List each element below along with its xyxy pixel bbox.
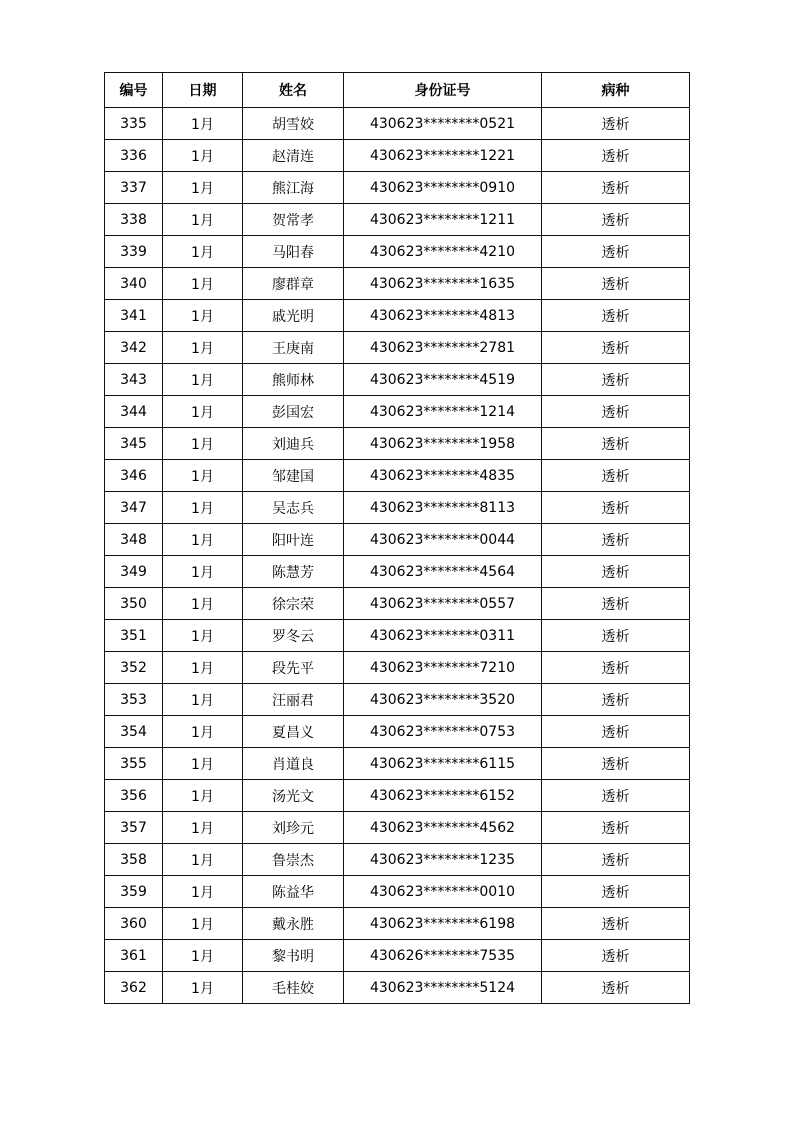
table-row bbox=[105, 716, 690, 748]
cell-name: 黎书明 bbox=[243, 940, 344, 972]
cell-date: 1月 bbox=[163, 748, 243, 780]
cell-disease: 透析 bbox=[542, 428, 690, 460]
cell-id: 430623********4813 bbox=[344, 300, 542, 332]
cell-disease: 透析 bbox=[542, 908, 690, 940]
cell-name: 熊师林 bbox=[243, 364, 344, 396]
cell-disease: 透析 bbox=[542, 812, 690, 844]
cell-id: 430623********0753 bbox=[344, 716, 542, 748]
table-row bbox=[105, 620, 690, 652]
patient-roster-table bbox=[104, 72, 690, 1004]
cell-no: 344 bbox=[105, 396, 163, 428]
cell-id: 430623********6152 bbox=[344, 780, 542, 812]
cell-no: 351 bbox=[105, 620, 163, 652]
cell-disease: 透析 bbox=[542, 972, 690, 1004]
cell-disease: 透析 bbox=[542, 492, 690, 524]
cell-disease: 透析 bbox=[542, 364, 690, 396]
cell-no: 355 bbox=[105, 748, 163, 780]
header-name: 姓名 bbox=[243, 73, 344, 108]
table-row bbox=[105, 972, 690, 1004]
table-row bbox=[105, 108, 690, 140]
table-row bbox=[105, 300, 690, 332]
table-row bbox=[105, 236, 690, 268]
cell-no: 347 bbox=[105, 492, 163, 524]
cell-no: 337 bbox=[105, 172, 163, 204]
cell-date: 1月 bbox=[163, 108, 243, 140]
cell-date: 1月 bbox=[163, 972, 243, 1004]
cell-no: 336 bbox=[105, 140, 163, 172]
cell-date: 1月 bbox=[163, 908, 243, 940]
table-row bbox=[105, 908, 690, 940]
cell-date: 1月 bbox=[163, 140, 243, 172]
cell-date: 1月 bbox=[163, 492, 243, 524]
cell-id: 430623********0010 bbox=[344, 876, 542, 908]
cell-no: 350 bbox=[105, 588, 163, 620]
cell-name: 夏昌义 bbox=[243, 716, 344, 748]
cell-no: 340 bbox=[105, 268, 163, 300]
cell-disease: 透析 bbox=[542, 460, 690, 492]
cell-id: 430623********6115 bbox=[344, 748, 542, 780]
cell-name: 贺常孝 bbox=[243, 204, 344, 236]
cell-disease: 透析 bbox=[542, 172, 690, 204]
table-row bbox=[105, 332, 690, 364]
cell-id: 430623********6198 bbox=[344, 908, 542, 940]
cell-no: 346 bbox=[105, 460, 163, 492]
cell-no: 349 bbox=[105, 556, 163, 588]
cell-date: 1月 bbox=[163, 268, 243, 300]
cell-disease: 透析 bbox=[542, 876, 690, 908]
cell-date: 1月 bbox=[163, 588, 243, 620]
cell-date: 1月 bbox=[163, 204, 243, 236]
table-row bbox=[105, 524, 690, 556]
cell-id: 430623********4519 bbox=[344, 364, 542, 396]
cell-id: 430623********3520 bbox=[344, 684, 542, 716]
cell-no: 352 bbox=[105, 652, 163, 684]
cell-id: 430623********4835 bbox=[344, 460, 542, 492]
cell-id: 430623********7210 bbox=[344, 652, 542, 684]
cell-no: 362 bbox=[105, 972, 163, 1004]
table-row bbox=[105, 556, 690, 588]
cell-id: 430623********1635 bbox=[344, 268, 542, 300]
cell-disease: 透析 bbox=[542, 652, 690, 684]
table-row bbox=[105, 428, 690, 460]
cell-no: 358 bbox=[105, 844, 163, 876]
cell-date: 1月 bbox=[163, 236, 243, 268]
cell-id: 430623********4210 bbox=[344, 236, 542, 268]
cell-no: 339 bbox=[105, 236, 163, 268]
cell-no: 341 bbox=[105, 300, 163, 332]
cell-no: 359 bbox=[105, 876, 163, 908]
cell-name: 马阳春 bbox=[243, 236, 344, 268]
table-row bbox=[105, 364, 690, 396]
cell-disease: 透析 bbox=[542, 236, 690, 268]
header-no: 编号 bbox=[105, 73, 163, 108]
cell-id: 430623********0044 bbox=[344, 524, 542, 556]
cell-disease: 透析 bbox=[542, 268, 690, 300]
cell-date: 1月 bbox=[163, 780, 243, 812]
cell-name: 戚光明 bbox=[243, 300, 344, 332]
cell-disease: 透析 bbox=[542, 204, 690, 236]
cell-id: 430623********1958 bbox=[344, 428, 542, 460]
cell-disease: 透析 bbox=[542, 588, 690, 620]
cell-name: 刘珍元 bbox=[243, 812, 344, 844]
cell-name: 邹建国 bbox=[243, 460, 344, 492]
cell-name: 彭国宏 bbox=[243, 396, 344, 428]
cell-date: 1月 bbox=[163, 364, 243, 396]
cell-disease: 透析 bbox=[542, 300, 690, 332]
cell-id: 430623********1214 bbox=[344, 396, 542, 428]
cell-disease: 透析 bbox=[542, 332, 690, 364]
cell-disease: 透析 bbox=[542, 556, 690, 588]
cell-date: 1月 bbox=[163, 460, 243, 492]
table-row bbox=[105, 492, 690, 524]
cell-name: 汤光文 bbox=[243, 780, 344, 812]
header-disease: 病种 bbox=[542, 73, 690, 108]
cell-name: 鲁崇杰 bbox=[243, 844, 344, 876]
table-row bbox=[105, 876, 690, 908]
cell-date: 1月 bbox=[163, 300, 243, 332]
cell-date: 1月 bbox=[163, 172, 243, 204]
cell-date: 1月 bbox=[163, 556, 243, 588]
cell-no: 348 bbox=[105, 524, 163, 556]
cell-disease: 透析 bbox=[542, 716, 690, 748]
table-row bbox=[105, 748, 690, 780]
cell-id: 430623********8113 bbox=[344, 492, 542, 524]
cell-name: 段先平 bbox=[243, 652, 344, 684]
table-row bbox=[105, 780, 690, 812]
table-row bbox=[105, 396, 690, 428]
cell-id: 430623********4564 bbox=[344, 556, 542, 588]
cell-date: 1月 bbox=[163, 812, 243, 844]
cell-name: 熊江海 bbox=[243, 172, 344, 204]
cell-id: 430623********0311 bbox=[344, 620, 542, 652]
cell-id: 430623********4562 bbox=[344, 812, 542, 844]
cell-date: 1月 bbox=[163, 844, 243, 876]
cell-no: 356 bbox=[105, 780, 163, 812]
cell-id: 430623********1235 bbox=[344, 844, 542, 876]
table-row bbox=[105, 940, 690, 972]
cell-disease: 透析 bbox=[542, 396, 690, 428]
cell-date: 1月 bbox=[163, 876, 243, 908]
cell-id: 430623********0521 bbox=[344, 108, 542, 140]
cell-id: 430623********1221 bbox=[344, 140, 542, 172]
cell-no: 357 bbox=[105, 812, 163, 844]
cell-id: 430623********2781 bbox=[344, 332, 542, 364]
cell-no: 338 bbox=[105, 204, 163, 236]
cell-no: 335 bbox=[105, 108, 163, 140]
table-row bbox=[105, 684, 690, 716]
cell-no: 342 bbox=[105, 332, 163, 364]
table-body bbox=[105, 108, 690, 1004]
cell-name: 阳叶连 bbox=[243, 524, 344, 556]
cell-name: 吴志兵 bbox=[243, 492, 344, 524]
cell-id: 430623********0910 bbox=[344, 172, 542, 204]
cell-name: 汪丽君 bbox=[243, 684, 344, 716]
cell-date: 1月 bbox=[163, 524, 243, 556]
cell-disease: 透析 bbox=[542, 780, 690, 812]
header-date: 日期 bbox=[163, 73, 243, 108]
cell-name: 刘迪兵 bbox=[243, 428, 344, 460]
cell-no: 361 bbox=[105, 940, 163, 972]
cell-date: 1月 bbox=[163, 716, 243, 748]
cell-no: 353 bbox=[105, 684, 163, 716]
cell-no: 360 bbox=[105, 908, 163, 940]
cell-no: 354 bbox=[105, 716, 163, 748]
cell-no: 343 bbox=[105, 364, 163, 396]
table-row bbox=[105, 844, 690, 876]
cell-name: 毛桂姣 bbox=[243, 972, 344, 1004]
header-row bbox=[105, 73, 690, 108]
cell-name: 胡雪姣 bbox=[243, 108, 344, 140]
cell-date: 1月 bbox=[163, 684, 243, 716]
cell-name: 戴永胜 bbox=[243, 908, 344, 940]
cell-no: 345 bbox=[105, 428, 163, 460]
cell-date: 1月 bbox=[163, 428, 243, 460]
cell-name: 罗冬云 bbox=[243, 620, 344, 652]
cell-name: 肖道良 bbox=[243, 748, 344, 780]
cell-name: 陈益华 bbox=[243, 876, 344, 908]
table-row bbox=[105, 268, 690, 300]
cell-id: 430623********1211 bbox=[344, 204, 542, 236]
table-row bbox=[105, 652, 690, 684]
cell-id: 430623********5124 bbox=[344, 972, 542, 1004]
cell-name: 陈慧芳 bbox=[243, 556, 344, 588]
cell-date: 1月 bbox=[163, 652, 243, 684]
cell-name: 王庚南 bbox=[243, 332, 344, 364]
cell-name: 徐宗荣 bbox=[243, 588, 344, 620]
table-row bbox=[105, 588, 690, 620]
cell-id: 430623********0557 bbox=[344, 588, 542, 620]
cell-id: 430626********7535 bbox=[344, 940, 542, 972]
cell-disease: 透析 bbox=[542, 940, 690, 972]
cell-date: 1月 bbox=[163, 940, 243, 972]
cell-date: 1月 bbox=[163, 332, 243, 364]
table-row bbox=[105, 812, 690, 844]
cell-name: 廖群章 bbox=[243, 268, 344, 300]
cell-date: 1月 bbox=[163, 620, 243, 652]
cell-disease: 透析 bbox=[542, 684, 690, 716]
header-id: 身份证号 bbox=[344, 73, 542, 108]
cell-disease: 透析 bbox=[542, 524, 690, 556]
cell-disease: 透析 bbox=[542, 620, 690, 652]
cell-disease: 透析 bbox=[542, 108, 690, 140]
cell-disease: 透析 bbox=[542, 748, 690, 780]
table-header bbox=[105, 73, 690, 108]
table-row bbox=[105, 140, 690, 172]
table-row bbox=[105, 204, 690, 236]
cell-date: 1月 bbox=[163, 396, 243, 428]
cell-name: 赵清连 bbox=[243, 140, 344, 172]
table-row bbox=[105, 460, 690, 492]
table-row bbox=[105, 172, 690, 204]
cell-disease: 透析 bbox=[542, 844, 690, 876]
cell-disease: 透析 bbox=[542, 140, 690, 172]
